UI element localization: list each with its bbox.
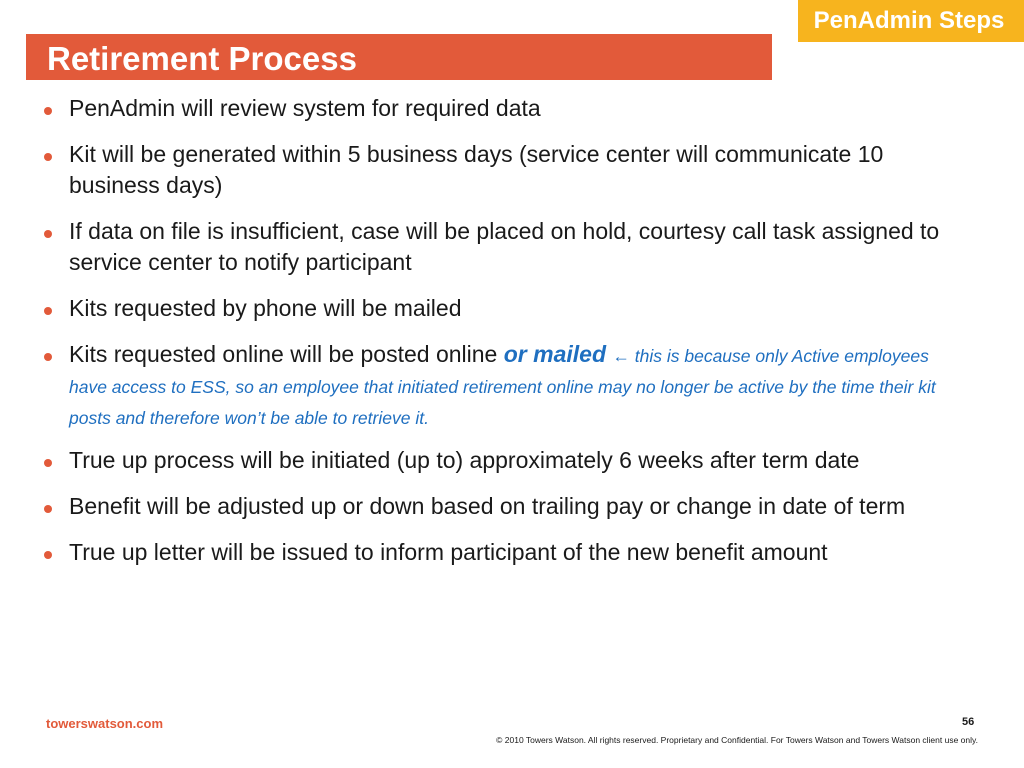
footer-site-link[interactable]: towerswatson.com — [46, 716, 164, 731]
list-item — [44, 93, 964, 124]
bullet-text: Benefit will be adjusted up or down based on trailing pay or change in date of term — [69, 493, 906, 519]
section-tag: PenAdmin Steps — [798, 0, 1024, 42]
bullet-text: True up letter will be issued to inform participant of the new benefit amount — [69, 539, 828, 565]
bullet-text: If data on file is insufficient, case will be placed on hold, courtesy call task assigned to service center to notify participant — [69, 218, 940, 275]
bullet-icon — [44, 459, 52, 467]
bullet-icon — [44, 505, 52, 513]
bullet-icon — [44, 230, 52, 238]
bullet-text: PenAdmin will review system for required data — [69, 95, 541, 121]
copyright-text: © 2010 Towers Watson. All rights reserved. Proprietary and Confidential. For Towers Watson and Towers Watson client use only. — [496, 735, 978, 745]
list-item — [44, 537, 964, 568]
bullet-text: Kits requested online will be posted online — [69, 341, 504, 367]
bullet-list — [44, 93, 964, 583]
bullet-icon — [44, 551, 52, 559]
list-item — [44, 216, 964, 278]
list-item — [44, 339, 964, 432]
bullet-text: Kit will be generated within 5 business days (service center will communicate 10 business days) — [69, 141, 884, 198]
bullet-icon — [44, 153, 52, 161]
slide-title: Retirement Process — [26, 34, 772, 80]
list-item — [44, 293, 964, 324]
list-item — [44, 491, 964, 522]
note-text: this is because only Active employees have access to ESS, so an employee that initiated retirement online may no longer be active by the time their kit posts and therefore won’t be able to retrieve it. — [69, 346, 936, 428]
bullet-icon — [44, 307, 52, 315]
bullet-text: Kits requested by phone will be mailed — [69, 295, 462, 321]
bullet-icon — [44, 353, 52, 361]
page-number: 56 — [962, 716, 975, 728]
bullet-icon — [44, 107, 52, 115]
list-item — [44, 139, 964, 201]
left-arrow-icon: ← — [612, 346, 630, 366]
list-item — [44, 445, 964, 476]
emphasis-text: or mailed — [503, 341, 606, 367]
bullet-text: True up process will be initiated (up to) approximately 6 weeks after term date — [69, 447, 860, 473]
